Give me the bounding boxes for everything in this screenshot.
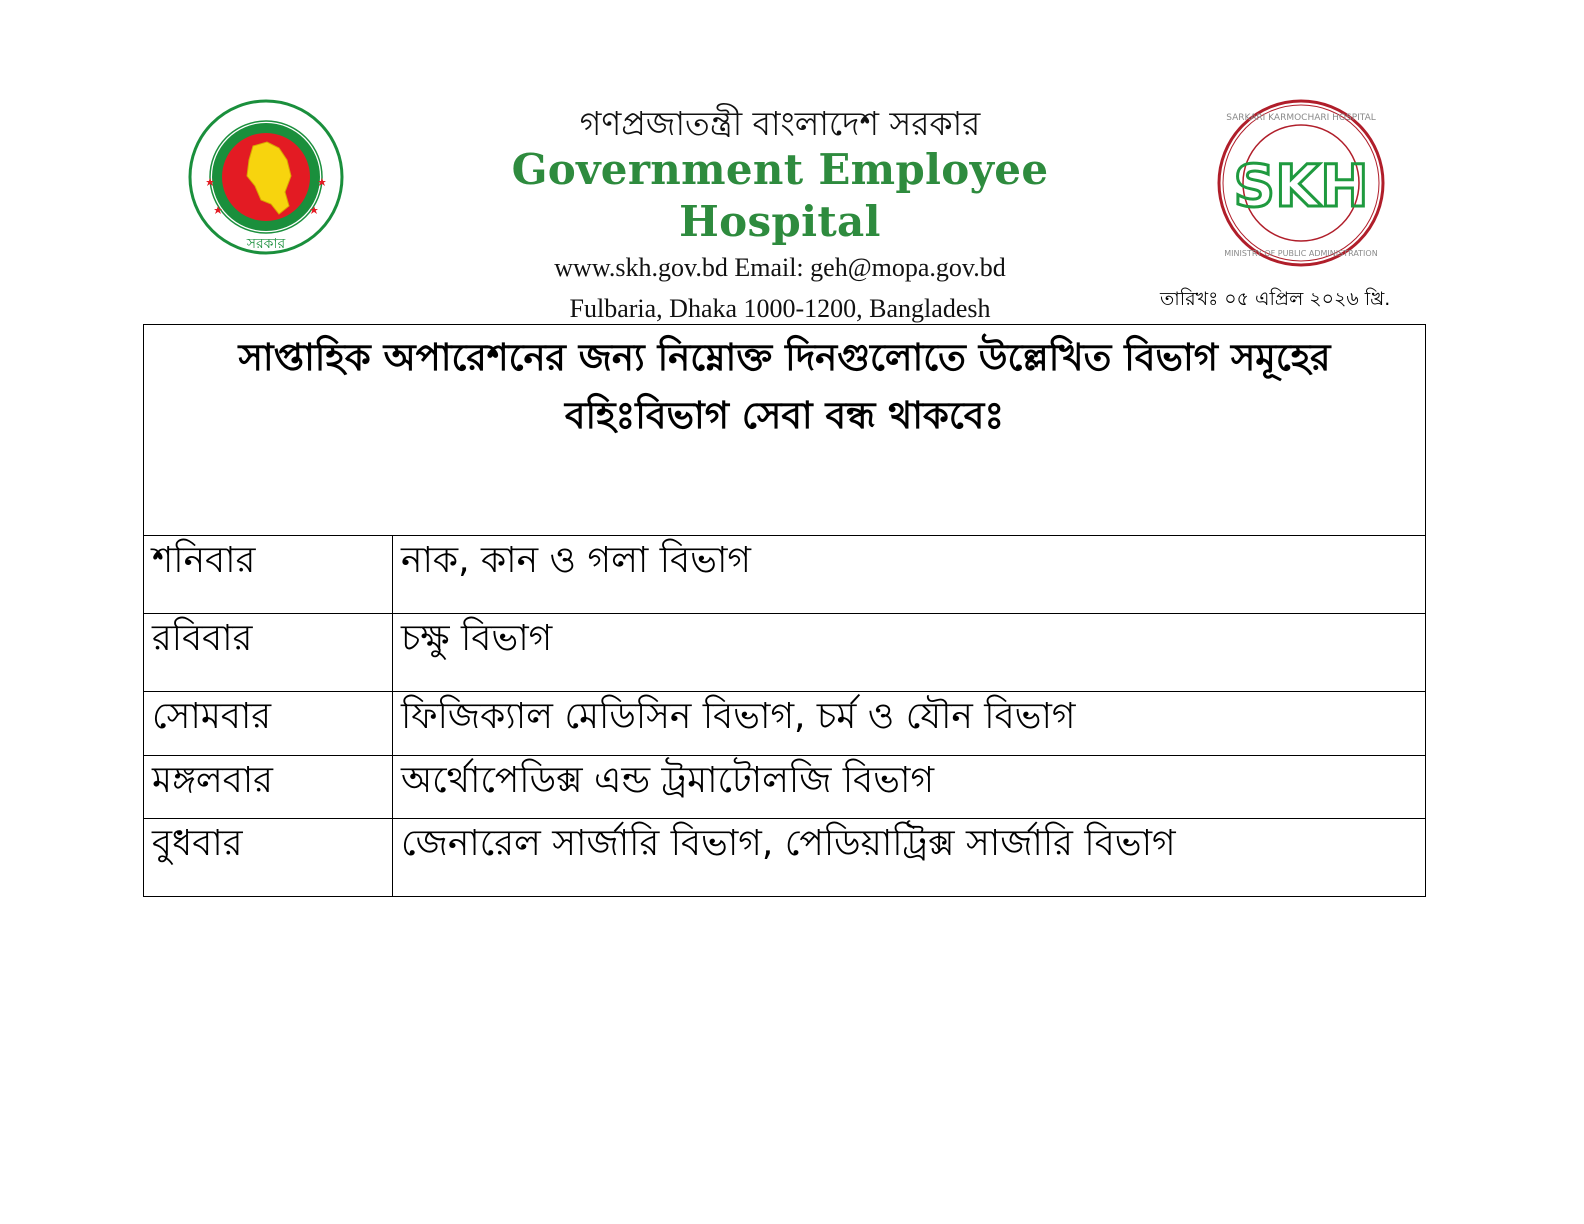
- address-line: Fulbaria, Dhaka 1000-1200, Bangladesh: [569, 294, 991, 323]
- department-cell: চক্ষু বিভাগ: [393, 614, 1426, 692]
- govt-name-bangla: গণপ্রজাতন্ত্রী বাংলাদেশ সরকার: [579, 104, 981, 143]
- department-cell: অর্থোপেডিক্স এন্ড ট্রমাটোলজি বিভাগ: [393, 756, 1426, 819]
- department-cell: নাক, কান ও গলা বিভাগ: [393, 536, 1426, 614]
- letterhead: [440, 104, 1120, 330]
- day-cell: মঙ্গলবার: [144, 756, 393, 819]
- day-cell: সোমবার: [144, 692, 393, 756]
- contact-line: www.skh.gov.bd Email: geh@mopa.gov.bd: [554, 253, 1006, 282]
- day-cell: বুধবার: [144, 819, 393, 897]
- skh-hospital-logo: [1216, 98, 1386, 268]
- table-row: [144, 614, 1426, 692]
- day-cell: শনিবার: [144, 536, 393, 614]
- notice-title: সাপ্তাহিক অপারেশনের জন্য নিম্নোক্ত দিনগুলোতে উল্লেখিত বিভাগ সমূহের বহিঃবিভাগ সেবা বন্ধ থাকবেঃ: [144, 325, 1426, 536]
- svg-text:সরকার: সরকার: [246, 236, 286, 252]
- outpatient-closure-table: [143, 324, 1426, 897]
- table-row: [144, 536, 1426, 614]
- table-row: [144, 692, 1426, 756]
- table-row: [144, 756, 1426, 819]
- svg-text:SKH: SKH: [1233, 152, 1369, 220]
- hospital-name: Government Employee Hospital: [511, 145, 1049, 246]
- department-cell: ফিজিক্যাল মেডিসিন বিভাগ, চর্ম ও যৌন বিভাগ: [393, 692, 1426, 756]
- table-row: [144, 819, 1426, 897]
- bangladesh-govt-seal-logo: [187, 96, 345, 258]
- department-cell: জেনারেল সার্জারি বিভাগ, পেডিয়াট্রিক্স সার্জারি বিভাগ: [393, 819, 1426, 897]
- svg-text:MINISTRY OF PUBLIC ADMINISTRAT: MINISTRY OF PUBLIC ADMINISTRATION: [1224, 249, 1378, 258]
- svg-text:SARKARI KARMOCHARI HOSPITAL: SARKARI KARMOCHARI HOSPITAL: [1226, 113, 1376, 123]
- notice-date: তারিখঃ ০৫ এপ্রিল ২০২৬ খ্রি.: [1160, 288, 1391, 310]
- day-cell: রবিবার: [144, 614, 393, 692]
